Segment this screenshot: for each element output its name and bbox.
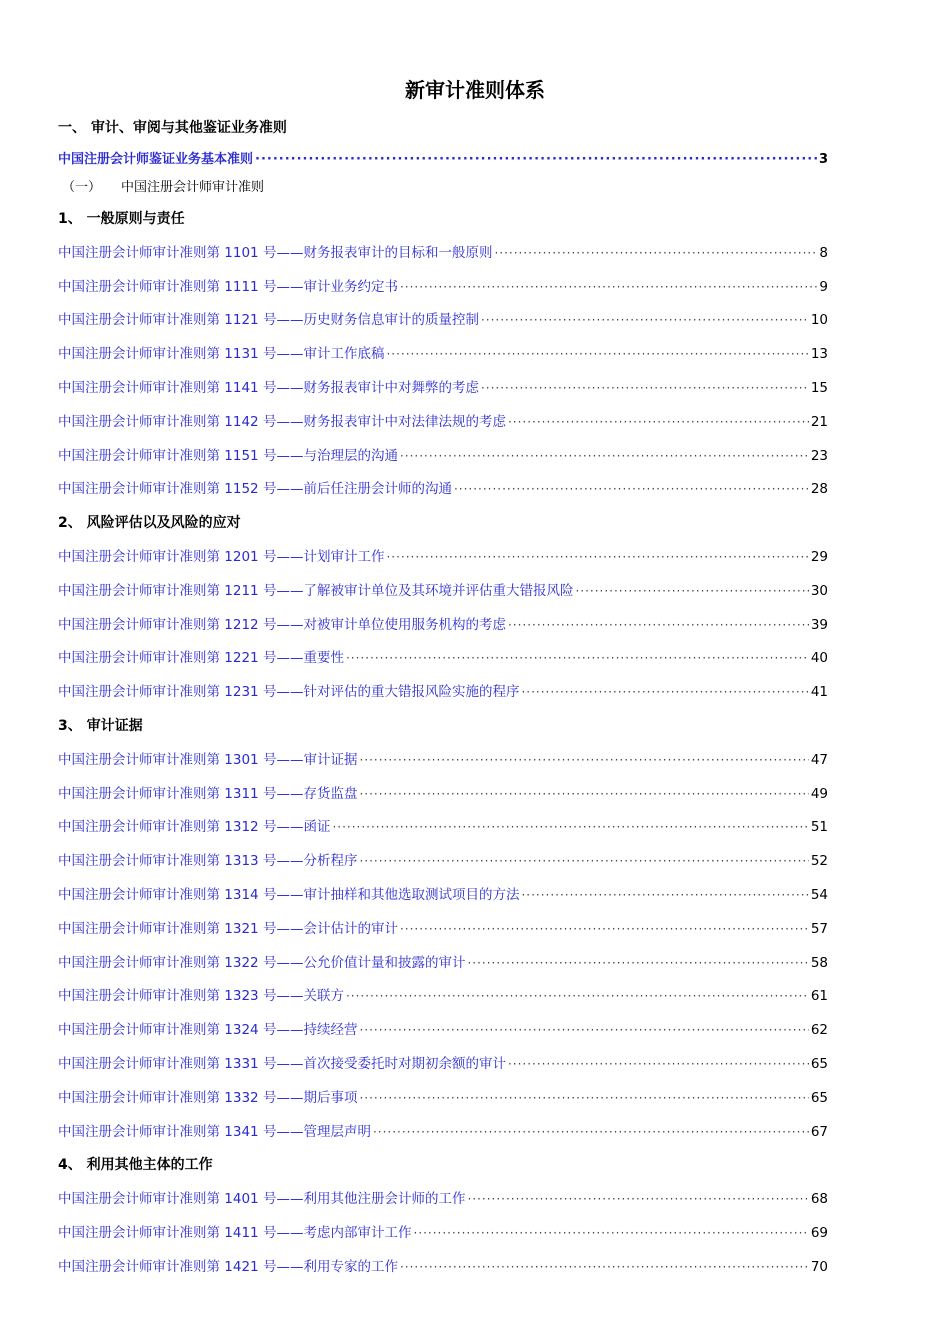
toc-page-number: 69	[810, 1225, 828, 1241]
toc-entry-text: 中国注册会计师审计准则第 1341 号——管理层声明	[58, 1123, 371, 1140]
toc-entry[interactable]	[58, 782, 828, 802]
dot-leader	[386, 549, 808, 565]
group-heading: 2、 风险评估以及风险的应对	[58, 515, 241, 532]
toc-entry[interactable]	[58, 444, 828, 464]
toc-entry[interactable]	[58, 748, 828, 768]
toc-entry-text: 中国注册会计师审计准则第 1211 号——了解被审计单位及其环境并评估重大错报风险	[58, 582, 574, 599]
dot-leader	[481, 380, 809, 396]
group-heading: 4、 利用其他主体的工作	[58, 1157, 213, 1174]
toc-page-number: 9	[819, 278, 828, 295]
dot-leader	[508, 617, 809, 633]
toc-page-number: 21	[810, 413, 828, 430]
toc-entry[interactable]	[58, 308, 828, 328]
toc-entry-text: 中国注册会计师审计准则第 1322 号——公允价值计量和披露的审计	[58, 954, 466, 971]
toc-entry-text: 中国注册会计师审计准则第 1131 号——审计工作底稿	[58, 346, 385, 363]
toc-entry-text: 中国注册会计师审计准则第 1121 号——历史财务信息审计的质量控制	[58, 312, 479, 329]
dot-leader	[508, 1056, 809, 1072]
toc-entry[interactable]	[58, 1187, 828, 1207]
toc-entry[interactable]	[58, 680, 828, 700]
toc-entry[interactable]	[58, 917, 828, 937]
toc-entry-text: 中国注册会计师审计准则第 1221 号——重要性	[58, 650, 344, 667]
toc-entry[interactable]	[58, 646, 828, 666]
toc-page-number: 47	[810, 751, 828, 768]
toc-entry-text: 中国注册会计师审计准则第 1411 号——考虑内部审计工作	[58, 1225, 412, 1241]
toc-entry[interactable]	[58, 1086, 828, 1106]
toc-entry[interactable]	[58, 376, 828, 396]
toc-page-number: 52	[810, 853, 828, 870]
dot-leader	[467, 1191, 808, 1207]
toc-entry-basic-standard[interactable]	[58, 148, 828, 168]
toc-entry[interactable]	[58, 477, 828, 497]
toc-page-number: 39	[810, 616, 828, 633]
toc-entry[interactable]	[58, 1221, 828, 1241]
toc-entry[interactable]	[58, 1120, 828, 1140]
toc-entry-text: 中国注册会计师审计准则第 1142 号——财务报表审计中对法律法规的考虑	[58, 413, 506, 430]
toc-page-number: 8	[819, 244, 828, 261]
toc-page-number: 30	[810, 582, 828, 599]
dot-leader	[454, 481, 809, 497]
dot-leader	[481, 312, 809, 328]
toc-entry-text: 中国注册会计师审计准则第 1321 号——会计估计的审计	[58, 920, 398, 937]
toc-entry[interactable]	[58, 1018, 828, 1038]
dot-leader	[346, 650, 809, 666]
dot-leader	[413, 1225, 808, 1241]
toc-entry[interactable]	[58, 342, 828, 362]
dot-leader	[359, 853, 808, 869]
toc-entry-text: 中国注册会计师审计准则第 1313 号——分析程序	[58, 853, 358, 870]
toc-entry[interactable]	[58, 951, 828, 971]
toc-page-number: 54	[810, 887, 828, 903]
dot-leader	[255, 152, 817, 167]
toc-entry-text: 中国注册会计师审计准则第 1152 号——前后任注册会计师的沟通	[58, 481, 452, 498]
dot-leader	[494, 245, 817, 261]
toc-entry[interactable]	[58, 984, 828, 1004]
toc-entry-text: 中国注册会计师审计准则第 1301 号——审计证据	[58, 751, 358, 768]
toc-entry[interactable]	[58, 613, 828, 633]
toc-entry-text: 中国注册会计师审计准则第 1151 号——与治理层的沟通	[58, 447, 398, 464]
dot-leader	[521, 887, 808, 903]
toc-entry-text: 中国注册会计师审计准则第 1212 号——对被审计单位使用服务机构的考虑	[58, 616, 506, 633]
toc-page-number: 13	[810, 346, 828, 363]
toc-entry[interactable]	[58, 883, 828, 903]
dot-leader	[359, 1022, 808, 1038]
toc-entry-text: 中国注册会计师审计准则第 1331 号——首次接受委托时对期初余额的审计	[58, 1056, 506, 1072]
toc-page-number: 41	[810, 684, 828, 701]
group-heading: 1、 一般原则与责任	[58, 211, 185, 227]
toc-page-number: 67	[810, 1123, 828, 1140]
subsection-title: 中国注册会计师审计准则	[121, 180, 265, 195]
toc-page-number: 70	[810, 1258, 828, 1275]
toc-page-number: 28	[810, 481, 828, 498]
dot-leader	[386, 346, 808, 362]
toc-entry[interactable]	[58, 275, 828, 295]
toc-entry-text: 中国注册会计师审计准则第 1312 号——函证	[58, 819, 331, 836]
dot-leader	[359, 752, 808, 768]
toc-entry[interactable]	[58, 1255, 828, 1275]
dot-leader	[400, 1259, 809, 1275]
part-heading: 一、 审计、审阅与其他鉴证业务准则	[58, 120, 287, 136]
toc-entry-text: 中国注册会计师审计准则第 1311 号——存货监盘	[58, 785, 358, 802]
dot-leader	[508, 414, 809, 430]
dot-leader	[373, 1124, 809, 1140]
toc-page-number: 49	[810, 785, 828, 802]
toc-page-number: 65	[810, 1089, 828, 1106]
toc-entry-text: 中国注册会计师鉴证业务基本准则	[58, 152, 254, 167]
toc-page-number: 65	[810, 1056, 828, 1072]
toc-entry-text: 中国注册会计师审计准则第 1421 号——利用专家的工作	[58, 1258, 398, 1275]
toc-entry[interactable]	[58, 815, 828, 835]
toc-entry[interactable]	[58, 1052, 828, 1072]
toc-entry-text: 中国注册会计师审计准则第 1111 号——审计业务约定书	[58, 278, 398, 295]
dot-leader	[359, 786, 808, 802]
page-title: 新审计准则体系	[405, 78, 545, 102]
toc-page-number: 51	[810, 819, 828, 836]
toc-entry-text: 中国注册会计师审计准则第 1101 号——财务报表审计的目标和一般原则	[58, 244, 493, 261]
toc-entry[interactable]	[58, 410, 828, 430]
dot-leader	[400, 921, 809, 937]
toc-page-number: 57	[810, 920, 828, 937]
toc-page-number: 23	[810, 447, 828, 464]
toc-entry-text: 中国注册会计师审计准则第 1201 号——计划审计工作	[58, 549, 385, 565]
dot-leader	[521, 684, 808, 700]
dot-leader	[400, 279, 817, 295]
toc-page-number: 40	[810, 650, 828, 667]
toc-entry[interactable]	[58, 545, 828, 565]
toc-page-number: 58	[810, 954, 828, 971]
toc-entry-text: 中国注册会计师审计准则第 1401 号——利用其他注册会计师的工作	[58, 1191, 466, 1208]
toc-page-number: 62	[810, 1022, 828, 1039]
dot-leader	[467, 955, 808, 971]
toc-page-number: 61	[810, 988, 828, 1005]
toc-page-number: 15	[810, 380, 828, 396]
toc-page-number: 29	[810, 549, 828, 565]
toc-page-number: 68	[810, 1191, 828, 1208]
toc-entry[interactable]	[58, 579, 828, 599]
toc-entry-text: 中国注册会计师审计准则第 1332 号——期后事项	[58, 1089, 358, 1106]
toc-entry-text: 中国注册会计师审计准则第 1231 号——针对评估的重大错报风险实施的程序	[58, 684, 520, 701]
toc-entry-text: 中国注册会计师审计准则第 1323 号——关联方	[58, 988, 344, 1005]
toc-page-number: 3	[818, 152, 828, 167]
dot-leader	[400, 448, 809, 464]
subsection-heading	[62, 176, 264, 195]
dot-leader	[346, 988, 809, 1004]
toc-page-number: 10	[810, 312, 828, 329]
toc-entry[interactable]	[58, 241, 828, 261]
dot-leader	[575, 583, 808, 599]
toc-entry-text: 中国注册会计师审计准则第 1314 号——审计抽样和其他选取测试项目的方法	[58, 887, 520, 903]
subsection-mark: （一）	[62, 180, 102, 195]
group-heading: 3、 审计证据	[58, 718, 143, 734]
dot-leader	[332, 819, 808, 835]
toc-entry-text: 中国注册会计师审计准则第 1324 号——持续经营	[58, 1022, 358, 1039]
toc-entry[interactable]	[58, 849, 828, 869]
toc-entry-text: 中国注册会计师审计准则第 1141 号——财务报表审计中对舞弊的考虑	[58, 380, 479, 396]
dot-leader	[359, 1090, 808, 1106]
